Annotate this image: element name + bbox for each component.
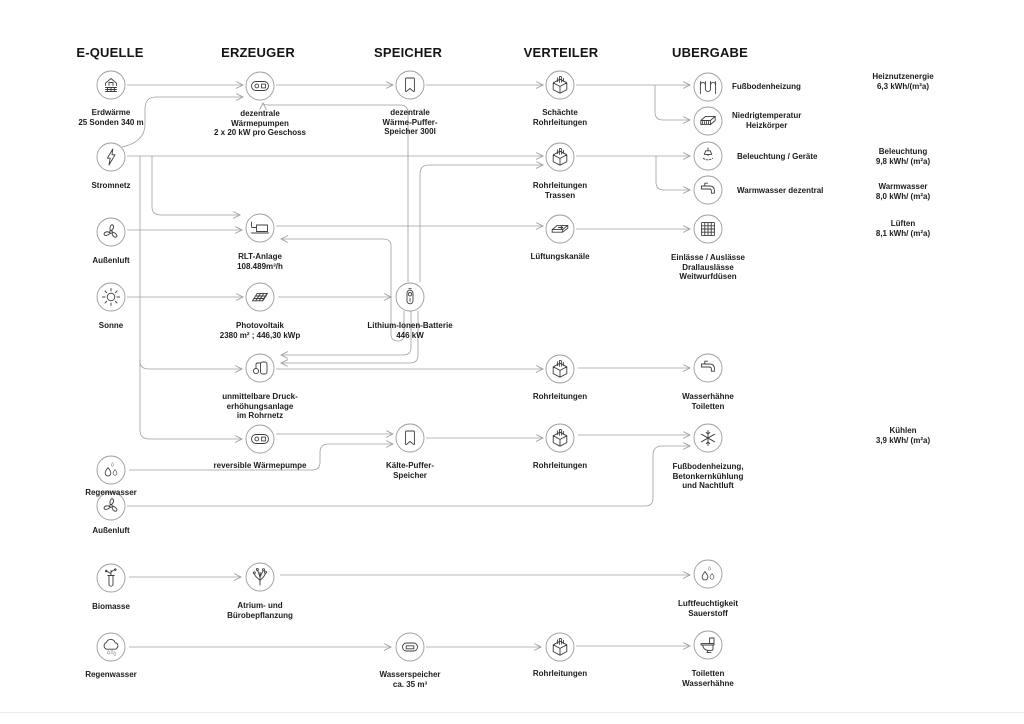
photovoltaik-label: Photovoltaik 2380 m² ; 446,30 kWp — [219, 321, 301, 340]
rohrleitungen-label-1: Rohrleitungen — [532, 392, 588, 401]
erdwaerme-node — [97, 71, 125, 99]
rohrleitungen-node-3 — [546, 633, 574, 661]
wasserhaehne-node — [694, 354, 722, 382]
fussbodenheizung-node — [694, 73, 722, 101]
column-header-equelle: E-QUELLE — [76, 45, 144, 60]
regenwasser-label-1: Regenwasser — [85, 488, 137, 497]
wasserspeicher-node — [396, 633, 424, 661]
schaechte-label: Schächte Rohrleitungen — [532, 108, 588, 127]
betonkern-node — [694, 424, 722, 452]
rlt-anlage-node — [246, 214, 274, 242]
ntheizkoerper-label: Niedrigtemperatur Heizkörper — [732, 111, 802, 130]
batterie-label: Lithium-Ionen-Batterie 446 kW — [367, 321, 453, 340]
trassen-label: Rohrleitungen Trassen — [532, 181, 588, 200]
beleuchtung-value: Beleuchtung 9,8 kWh/ (m²a) — [875, 147, 931, 166]
stromnetz-label: Stromnetz — [91, 181, 131, 190]
fussbodenheizung-label: Fußbodenheizung — [732, 82, 801, 91]
toiletten-node — [694, 631, 722, 659]
atrium-label: Atrium- und Bürobepflanzung — [227, 601, 293, 620]
einlaesse-label: Einlässe / Auslässe Drallauslässe Weitwurfdüsen — [671, 253, 745, 281]
beleuchtung-label: Beleuchtung / Geräte — [737, 152, 818, 161]
kuehlen-value: Kühlen 3,9 kWh/ (m²a) — [875, 426, 931, 445]
betonkern-label: Fußbodenheizung, Betonkernkühlung und Nachtluft — [672, 462, 744, 490]
wasserspeicher-label: Wasserspeicher ca. 35 m³ — [379, 670, 441, 689]
sonne-label: Sonne — [98, 321, 124, 330]
einlaesse-node — [694, 215, 722, 243]
rohrleitungen-node-1 — [546, 355, 574, 383]
erdwaerme-label: Erdwärme 25 Sonden 340 m — [78, 108, 144, 127]
photovoltaik-node — [246, 283, 274, 311]
heiznutzenergie-value: Heiznutzenergie 6,3 kWh/(m²a) — [872, 72, 934, 91]
warmwasser-label: Warmwasser dezentral — [737, 186, 824, 195]
regenwasser-node-1 — [97, 456, 125, 484]
rlt-anlage-label: RLT-Anlage 108.489m³/h — [237, 252, 283, 271]
toiletten-label: Toiletten Wasserhähne — [682, 669, 734, 688]
warmwasser-value: Warmwasser 8,0 kWh/ (m²a) — [875, 182, 931, 201]
waermepumpen-node — [246, 72, 274, 100]
rohrleitungen-label-2: Rohrleitungen — [532, 461, 588, 470]
kaeltepuffer-label: Kälte-Puffer- Speicher — [385, 461, 434, 480]
aussenluft-label-2: Außenluft — [92, 526, 130, 535]
waermepuffer-label: dezentrale Wärme-Puffer- Speicher 300l — [382, 108, 438, 136]
reversible-waermepumpe-node — [246, 425, 274, 453]
warmwasser-node — [694, 176, 722, 204]
atrium-node — [246, 563, 274, 591]
rohrleitungen-label-3: Rohrleitungen — [532, 669, 588, 678]
druckerhoehung-node — [246, 354, 274, 382]
aussenluft-label-1: Außenluft — [92, 256, 130, 265]
trassen-node — [546, 143, 574, 171]
ntheizkoerper-node — [694, 107, 722, 135]
waermepumpen-label: dezentrale Wärmepumpen 2 x 20 kW pro Geschoss — [213, 109, 307, 137]
column-header-uebergabe: UBERGABE — [672, 45, 748, 60]
regenwasser-label-2: Regenwasser — [85, 670, 137, 679]
druckerhoehung-label: unmittelbare Druck- erhöhungsanlage im Rohrnetz — [222, 392, 298, 420]
beleuchtung-node — [694, 142, 722, 170]
reversible-waermepumpe-label: reversible Wärmepumpe — [213, 461, 307, 470]
schaechte-node — [546, 71, 574, 99]
lueften-value: Lüften 8,1 kWh/ (m²a) — [875, 219, 931, 238]
waermepuffer-node — [396, 71, 424, 99]
luftfeuchtigkeit-node — [694, 560, 722, 588]
wasserhaehne-label: Wasserhähne Toiletten — [682, 392, 734, 411]
column-header-verteiler: VERTEILER — [523, 45, 599, 60]
column-header-erzeuger: ERZEUGER — [221, 45, 295, 60]
connectors — [122, 85, 690, 647]
biomasse-node — [97, 564, 125, 592]
column-header-speicher: SPEICHER — [373, 45, 443, 60]
bottom-rule — [0, 712, 1024, 713]
rohrleitungen-node-2 — [546, 424, 574, 452]
biomasse-label: Biomasse — [92, 602, 130, 611]
stromnetz-node — [97, 143, 125, 171]
kaeltepuffer-node — [396, 424, 424, 452]
lueftungskanaele-node — [546, 215, 574, 243]
regenwasser-node-2 — [97, 633, 125, 661]
luftfeuchtigkeit-label: Luftfeuchtigkeit Sauerstoff — [678, 599, 738, 618]
batterie-node — [396, 283, 424, 311]
lueftungskanaele-label: Lüftungskanäle — [530, 252, 590, 261]
sonne-node — [97, 283, 125, 311]
aussenluft-node-1 — [97, 218, 125, 246]
